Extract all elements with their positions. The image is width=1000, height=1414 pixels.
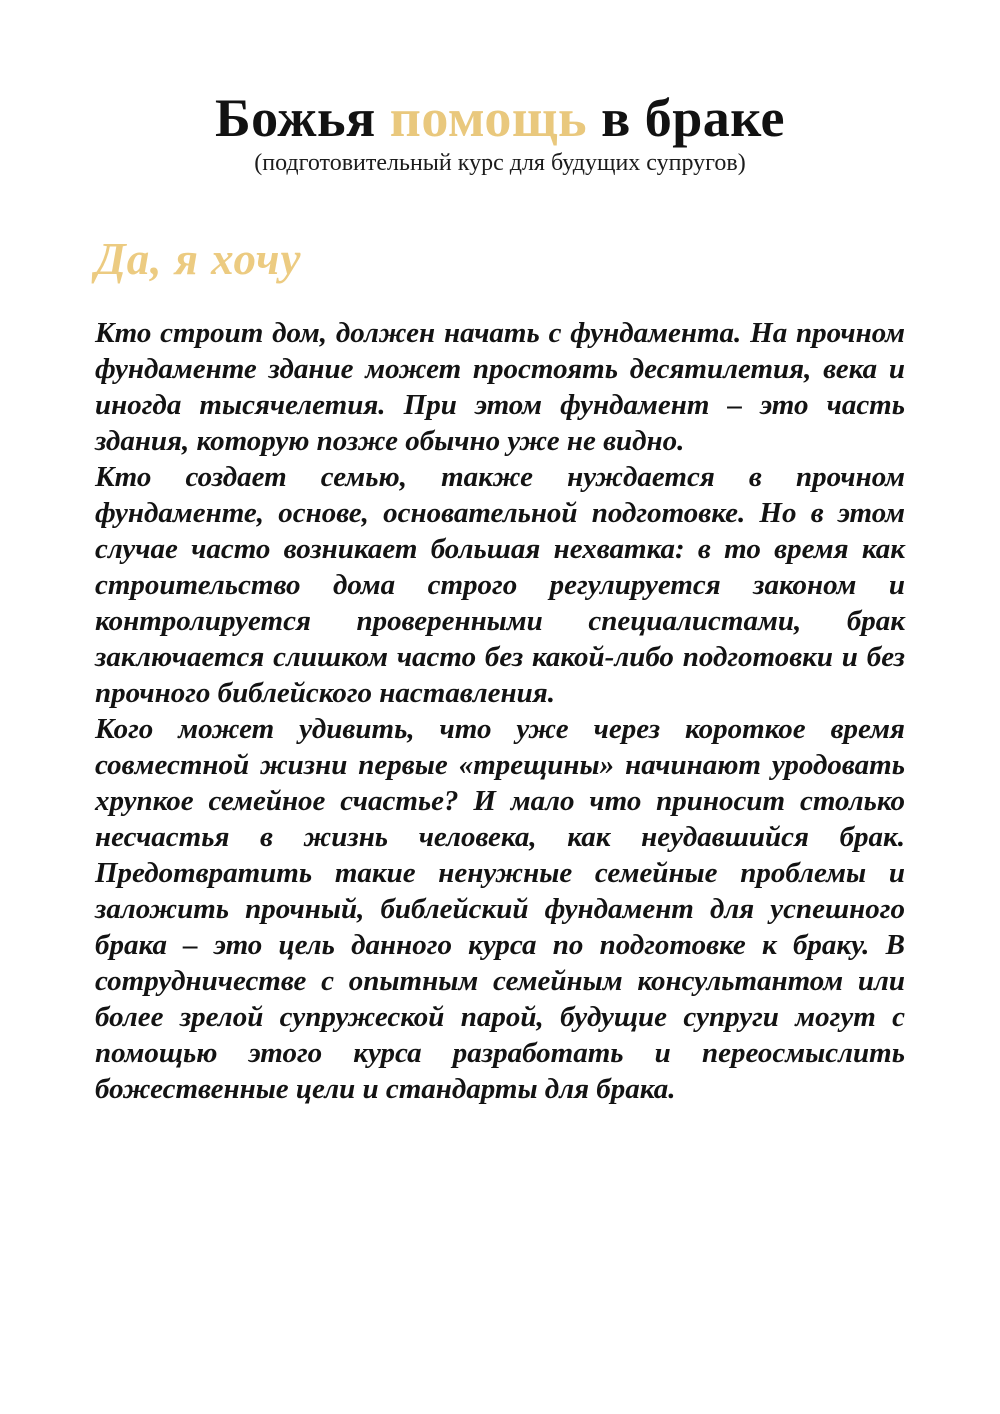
paragraph-2: Кто создает семью, также нуждается в прочном фундаменте, основе, основательной подготовке. Но в этом случае часто возникает большая нехватка: в то время как строительство дома строго регулируется законом и контролируется проверенными специалистами, брак заключается слишком часто без какой-либо подготовки и без прочного библейского наставления. (95, 461, 905, 710)
page-title (0, 0, 1000, 148)
page-subtitle: (подготовительный курс для будущих супругов) (254, 150, 746, 177)
title-part-2: в браке (587, 88, 786, 148)
section-heading: Да, я хочу (95, 234, 302, 285)
body-text (95, 315, 905, 1107)
paragraph-1: Кто строит дом, должен начать с фундамента. На прочном фундаменте здание может простоять десятилетия, века и иногда тысячелетия. При этом фундамент – это часть здания, которую позже обычно уже не видно. (95, 317, 905, 458)
paragraph-3: Кого может удивить, что уже через короткое время совместной жизни первые «трещины» начинают уродовать хрупкое семейное счастье? И мало что приносит столько несчастья в жизнь человека, как неудавшийся брак. Предотвратить такие ненужные семейные проблемы и заложить прочный, библейский фундамент для успешного брака – это цель данного курса по подготовке к браку. В сотрудничестве с опытным семейным консультантом или более зрелой супружеской парой, будущие супруги могут с помощью этого курса разработать и переосмыслить божественные цели и стандарты для брака. (95, 713, 905, 1106)
title-part-1: Божья (214, 88, 390, 148)
title-highlight: помощь (389, 88, 588, 148)
